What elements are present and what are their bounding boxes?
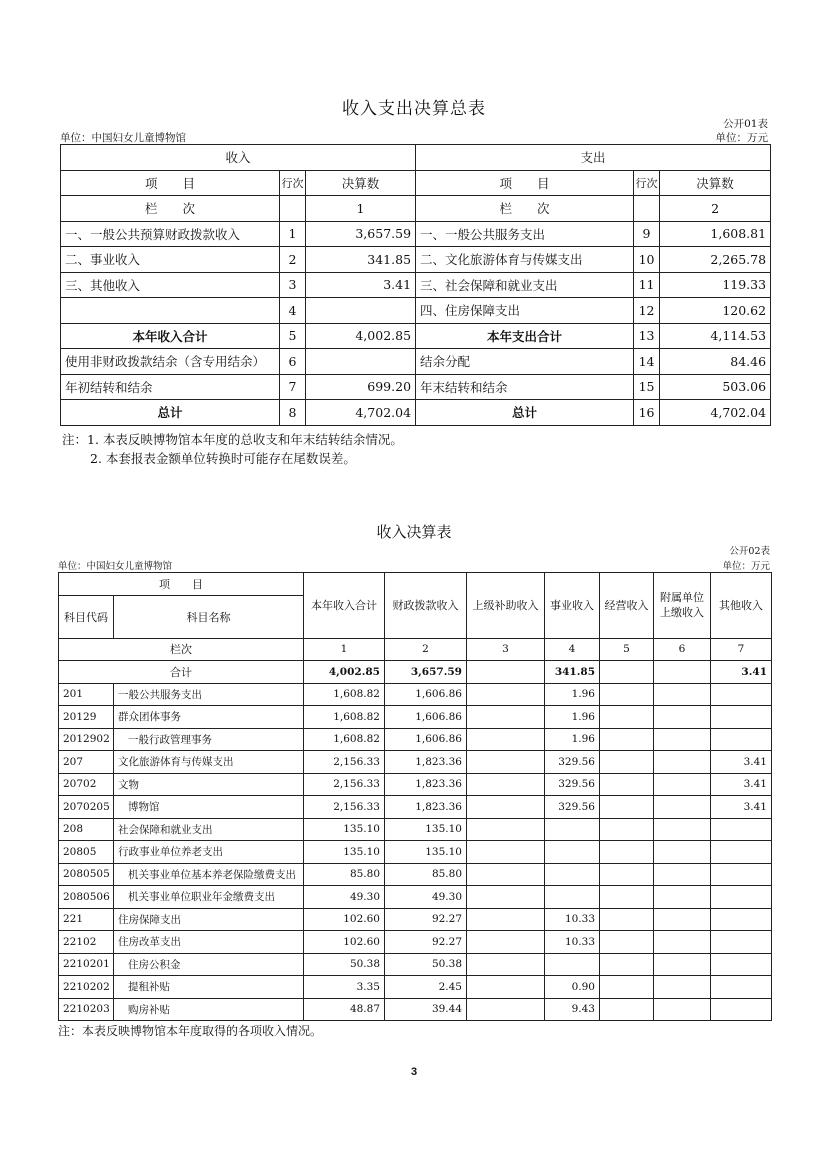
row-value: 102.60 xyxy=(304,931,385,954)
table-row xyxy=(59,818,772,841)
income-row-no: 1 xyxy=(280,221,306,247)
lanci-number: 2 xyxy=(385,638,467,661)
expense-item-name: 三、社会保障和就业支出 xyxy=(416,272,634,298)
row-value xyxy=(654,706,711,729)
expense-total-label: 总计 xyxy=(416,400,634,426)
row-value xyxy=(545,886,600,909)
row-value: 2,156.33 xyxy=(304,796,385,819)
table-row xyxy=(59,931,772,954)
expense-lanci-label: 栏 次 xyxy=(416,196,634,222)
table-row xyxy=(61,349,771,375)
row-value xyxy=(467,976,545,999)
income-item-header: 项 目 xyxy=(61,170,280,196)
table-row xyxy=(59,683,772,706)
row-value: 135.10 xyxy=(385,841,467,864)
row-value xyxy=(711,706,772,729)
table1-note-2: 2. 本套报表金额单位转换时可能存在尾数误差。 xyxy=(90,451,356,466)
expense-total-amount: 4,702.04 xyxy=(660,400,771,426)
table1-lanci-row xyxy=(61,196,771,222)
row-value: 3.41 xyxy=(711,751,772,774)
income-amount xyxy=(306,349,416,375)
total-value xyxy=(467,661,545,684)
row-value xyxy=(711,728,772,751)
row-value: 1,608.82 xyxy=(304,683,385,706)
row-value xyxy=(654,931,711,954)
row-value xyxy=(467,773,545,796)
row-value xyxy=(545,841,600,864)
row-value xyxy=(545,953,600,976)
expense-amount: 119.33 xyxy=(660,272,771,298)
row-value xyxy=(600,886,654,909)
expense-item-name: 四、住房保障支出 xyxy=(416,298,634,324)
expense-item-name: 一、一般公共服务支出 xyxy=(416,221,634,247)
row-value: 135.10 xyxy=(385,818,467,841)
table-row xyxy=(59,908,772,931)
row-value xyxy=(545,863,600,886)
row-value: 1.96 xyxy=(545,706,600,729)
total-label: 合计 xyxy=(59,661,304,684)
subject-name: 提租补贴 xyxy=(114,976,304,999)
subject-name: 文物 xyxy=(114,773,304,796)
row-value xyxy=(654,683,711,706)
income-subtotal-amount: 4,002.85 xyxy=(306,323,416,349)
income-total-label: 总计 xyxy=(61,400,280,426)
row-value xyxy=(467,886,545,909)
row-value xyxy=(600,841,654,864)
lanci-label: 栏次 xyxy=(59,638,304,661)
row-value: 9.43 xyxy=(545,998,600,1021)
table2-body xyxy=(59,683,772,1021)
income-amount xyxy=(306,298,416,324)
lanci-number: 3 xyxy=(467,638,545,661)
row-value: 0.90 xyxy=(545,976,600,999)
table-row xyxy=(59,706,772,729)
table2-currency: 单位：万元 xyxy=(722,561,770,572)
row-value: 85.80 xyxy=(385,863,467,886)
expense-row-no: 15 xyxy=(634,374,660,400)
table2-unit-label: 单位：中国妇女儿童博物馆 xyxy=(58,561,173,572)
expense-amount: 503.06 xyxy=(660,374,771,400)
row-value: 102.60 xyxy=(304,908,385,931)
subject-name: 一般公共服务支出 xyxy=(114,683,304,706)
subject-code: 2210202 xyxy=(59,976,114,999)
row-value xyxy=(711,931,772,954)
row-value xyxy=(711,863,772,886)
row-value: 1,608.82 xyxy=(304,728,385,751)
table-row xyxy=(61,272,771,298)
col-fiscal-appropriation-header: 财政拨款收入 xyxy=(385,573,467,639)
expense-row-no: 11 xyxy=(634,272,660,298)
expense-section-header: 支出 xyxy=(416,145,771,171)
income-amount: 3,657.59 xyxy=(306,221,416,247)
table-row xyxy=(59,863,772,886)
row-value: 135.10 xyxy=(304,841,385,864)
income-row-no: 7 xyxy=(280,374,306,400)
row-value: 48.87 xyxy=(304,998,385,1021)
row-value: 329.56 xyxy=(545,773,600,796)
subject-name: 住房公积金 xyxy=(114,953,304,976)
row-value xyxy=(467,683,545,706)
subject-code: 2070205 xyxy=(59,796,114,819)
row-value: 1.96 xyxy=(545,683,600,706)
row-value: 1,606.86 xyxy=(385,728,467,751)
table1-note-1: 注：1. 本表反映博物馆本年度的总收支和年末结转结余情况。 xyxy=(62,432,403,447)
total-value: 3.41 xyxy=(711,661,772,684)
subject-code: 208 xyxy=(59,818,114,841)
row-value: 1,606.86 xyxy=(385,683,467,706)
row-value xyxy=(600,706,654,729)
subject-code: 207 xyxy=(59,751,114,774)
subject-code: 2210201 xyxy=(59,953,114,976)
subject-name: 一般行政管理事务 xyxy=(114,728,304,751)
row-value: 329.56 xyxy=(545,751,600,774)
row-value xyxy=(600,796,654,819)
table2-form-number: 公开02表 xyxy=(729,546,770,557)
row-value: 1,606.86 xyxy=(385,706,467,729)
row-value xyxy=(654,728,711,751)
row-value: 2,156.33 xyxy=(304,751,385,774)
lanci-number: 1 xyxy=(304,638,385,661)
row-value xyxy=(600,976,654,999)
table-row-total xyxy=(61,400,771,426)
row-value: 329.56 xyxy=(545,796,600,819)
row-value: 1,823.36 xyxy=(385,773,467,796)
row-value xyxy=(654,751,711,774)
expense-item-header: 项 目 xyxy=(416,170,634,196)
income-item-name: 使用非财政拨款结余（含专用结余） xyxy=(61,349,280,375)
row-value: 135.10 xyxy=(304,818,385,841)
row-value: 85.80 xyxy=(304,863,385,886)
income-row-no: 3 xyxy=(280,272,306,298)
row-value xyxy=(467,953,545,976)
lanci-number: 6 xyxy=(654,638,711,661)
income-row-no: 2 xyxy=(280,247,306,273)
total-value xyxy=(654,661,711,684)
subject-name: 机关事业单位基本养老保险缴费支出 xyxy=(114,863,304,886)
table1-unit-label: 单位：中国妇女儿童博物馆 xyxy=(60,132,186,144)
income-subtotal-label: 本年收入合计 xyxy=(61,323,280,349)
row-value: 3.41 xyxy=(711,796,772,819)
row-value xyxy=(467,908,545,931)
subject-name: 社会保障和就业支出 xyxy=(114,818,304,841)
col-affiliated-unit-header: 附属单位上缴收入 xyxy=(654,573,711,639)
row-value: 10.33 xyxy=(545,908,600,931)
expense-amount-header: 决算数 xyxy=(660,170,771,196)
lanci-number: 7 xyxy=(711,638,772,661)
row-value: 2.45 xyxy=(385,976,467,999)
expense-row-no: 9 xyxy=(634,221,660,247)
expense-row-no-header: 行次 xyxy=(634,170,660,196)
row-value xyxy=(467,841,545,864)
expense-row-no: 16 xyxy=(634,400,660,426)
subject-name: 博物馆 xyxy=(114,796,304,819)
subject-name: 文化旅游体育与传媒支出 xyxy=(114,751,304,774)
row-value xyxy=(654,796,711,819)
row-value xyxy=(654,953,711,976)
subject-name: 购房补贴 xyxy=(114,998,304,1021)
income-row-no-header: 行次 xyxy=(280,170,306,196)
table1-title: 收入支出决算总表 xyxy=(342,99,486,119)
expense-row-no: 14 xyxy=(634,349,660,375)
row-value xyxy=(711,683,772,706)
row-value xyxy=(654,818,711,841)
income-amount-header: 决算数 xyxy=(306,170,416,196)
table2-total-row xyxy=(59,661,772,684)
subject-code: 2012902 xyxy=(59,728,114,751)
table-row xyxy=(59,773,772,796)
row-value xyxy=(600,751,654,774)
row-value xyxy=(654,841,711,864)
table-row xyxy=(59,841,772,864)
lanci-number: 5 xyxy=(600,638,654,661)
income-item-name xyxy=(61,298,280,324)
row-value xyxy=(600,728,654,751)
income-lanci-number: 1 xyxy=(306,196,416,222)
row-value xyxy=(711,841,772,864)
lanci-number: 4 xyxy=(545,638,600,661)
subject-code: 2210203 xyxy=(59,998,114,1021)
col-total-income-header: 本年收入合计 xyxy=(304,573,385,639)
row-value xyxy=(711,908,772,931)
row-value: 1,823.36 xyxy=(385,751,467,774)
table-row xyxy=(59,751,772,774)
col-operating-income-header: 经营收入 xyxy=(600,573,654,639)
table-row xyxy=(61,221,771,247)
total-value: 3,657.59 xyxy=(385,661,467,684)
row-value xyxy=(600,908,654,931)
table2-title: 收入决算表 xyxy=(376,523,452,541)
subject-name: 住房保障支出 xyxy=(114,908,304,931)
row-value xyxy=(600,931,654,954)
col-other-income-header: 其他收入 xyxy=(711,573,772,639)
row-value: 1.96 xyxy=(545,728,600,751)
table-row xyxy=(61,374,771,400)
subject-code: 2080505 xyxy=(59,863,114,886)
row-value xyxy=(711,998,772,1021)
table-row xyxy=(59,976,772,999)
row-value: 39.44 xyxy=(385,998,467,1021)
row-value xyxy=(654,908,711,931)
col-superior-subsidy-header: 上级补助收入 xyxy=(467,573,545,639)
subject-code: 20702 xyxy=(59,773,114,796)
expense-item-name: 二、文化旅游体育与传媒支出 xyxy=(416,247,634,273)
row-value: 10.33 xyxy=(545,931,600,954)
row-value: 50.38 xyxy=(385,953,467,976)
row-value xyxy=(467,818,545,841)
table-row xyxy=(61,247,771,273)
row-value xyxy=(711,953,772,976)
row-value xyxy=(654,976,711,999)
row-value xyxy=(654,773,711,796)
row-value xyxy=(545,818,600,841)
table-row xyxy=(59,796,772,819)
expense-amount: 120.62 xyxy=(660,298,771,324)
row-value: 1,823.36 xyxy=(385,796,467,819)
row-value xyxy=(467,728,545,751)
table2-lanci-row xyxy=(59,638,772,661)
income-amount: 699.20 xyxy=(306,374,416,400)
expense-item-name: 结余分配 xyxy=(416,349,634,375)
income-row-no: 4 xyxy=(280,298,306,324)
income-final-accounts-table xyxy=(58,572,772,1021)
expense-lanci-number: 2 xyxy=(660,196,771,222)
row-value xyxy=(467,931,545,954)
row-value xyxy=(711,976,772,999)
expense-lanci-blank xyxy=(634,196,660,222)
total-value xyxy=(600,661,654,684)
income-row-no: 8 xyxy=(280,400,306,426)
row-value xyxy=(467,998,545,1021)
income-amount: 341.85 xyxy=(306,247,416,273)
row-value: 50.38 xyxy=(304,953,385,976)
subject-name: 住房改革支出 xyxy=(114,931,304,954)
row-value xyxy=(654,863,711,886)
col-business-income-header: 事业收入 xyxy=(545,573,600,639)
row-value: 3.35 xyxy=(304,976,385,999)
page-number: 3 xyxy=(410,1066,418,1078)
expense-amount: 84.46 xyxy=(660,349,771,375)
table-row xyxy=(59,998,772,1021)
table1-column-header-row xyxy=(61,170,771,196)
row-value: 3.41 xyxy=(711,773,772,796)
expense-subtotal-amount: 4,114.53 xyxy=(660,323,771,349)
row-value xyxy=(600,773,654,796)
subject-code: 2080506 xyxy=(59,886,114,909)
row-value xyxy=(600,998,654,1021)
row-value xyxy=(600,818,654,841)
table1-currency: 单位：万元 xyxy=(715,132,768,144)
row-value: 49.30 xyxy=(304,886,385,909)
total-value: 341.85 xyxy=(545,661,600,684)
expense-subtotal-label: 本年支出合计 xyxy=(416,323,634,349)
row-value: 2,156.33 xyxy=(304,773,385,796)
table2-header-row-1 xyxy=(59,573,772,596)
row-value xyxy=(711,818,772,841)
subject-name: 群众团体事务 xyxy=(114,706,304,729)
row-value xyxy=(467,796,545,819)
expense-amount: 1,608.81 xyxy=(660,221,771,247)
subject-name-header: 科目名称 xyxy=(114,595,304,638)
income-expense-summary-table xyxy=(60,144,771,426)
row-value xyxy=(711,886,772,909)
row-value xyxy=(654,886,711,909)
income-lanci-label: 栏 次 xyxy=(61,196,280,222)
row-value: 92.27 xyxy=(385,931,467,954)
table-row xyxy=(59,953,772,976)
income-item-name: 二、事业收入 xyxy=(61,247,280,273)
subject-code: 221 xyxy=(59,908,114,931)
row-value: 49.30 xyxy=(385,886,467,909)
row-value xyxy=(467,751,545,774)
income-item-name: 三、其他收入 xyxy=(61,272,280,298)
expense-row-no: 12 xyxy=(634,298,660,324)
expense-row-no: 10 xyxy=(634,247,660,273)
total-value: 4,002.85 xyxy=(304,661,385,684)
row-value xyxy=(600,683,654,706)
income-item-name: 一、一般公共预算财政拨款收入 xyxy=(61,221,280,247)
row-value xyxy=(467,706,545,729)
income-row-no: 6 xyxy=(280,349,306,375)
income-total-amount: 4,702.04 xyxy=(306,400,416,426)
expense-amount: 2,265.78 xyxy=(660,247,771,273)
subject-code: 201 xyxy=(59,683,114,706)
subject-name: 行政事业单位养老支出 xyxy=(114,841,304,864)
income-row-no: 5 xyxy=(280,323,306,349)
row-value xyxy=(600,863,654,886)
table1-form-number: 公开01表 xyxy=(723,118,768,130)
table-row xyxy=(59,728,772,751)
subject-code: 20129 xyxy=(59,706,114,729)
row-value xyxy=(654,998,711,1021)
subject-code: 20805 xyxy=(59,841,114,864)
expense-item-name: 年末结转和结余 xyxy=(416,374,634,400)
row-value: 1,608.82 xyxy=(304,706,385,729)
row-value xyxy=(467,863,545,886)
subject-code: 22102 xyxy=(59,931,114,954)
income-item-name: 年初结转和结余 xyxy=(61,374,280,400)
expense-row-no: 13 xyxy=(634,323,660,349)
income-amount: 3.41 xyxy=(306,272,416,298)
item-group-header: 项 目 xyxy=(59,573,304,596)
table-row xyxy=(61,298,771,324)
subject-code-header: 科目代码 xyxy=(59,595,114,638)
table-row-subtotal xyxy=(61,323,771,349)
table2-note: 注：本表反映博物馆本年度取得的各项收入情况。 xyxy=(58,1024,323,1038)
table1-section-header-row xyxy=(61,145,771,171)
income-lanci-blank xyxy=(280,196,306,222)
income-section-header: 收入 xyxy=(61,145,416,171)
subject-name: 机关事业单位职业年金缴费支出 xyxy=(114,886,304,909)
row-value xyxy=(600,953,654,976)
table-row xyxy=(59,886,772,909)
row-value: 92.27 xyxy=(385,908,467,931)
